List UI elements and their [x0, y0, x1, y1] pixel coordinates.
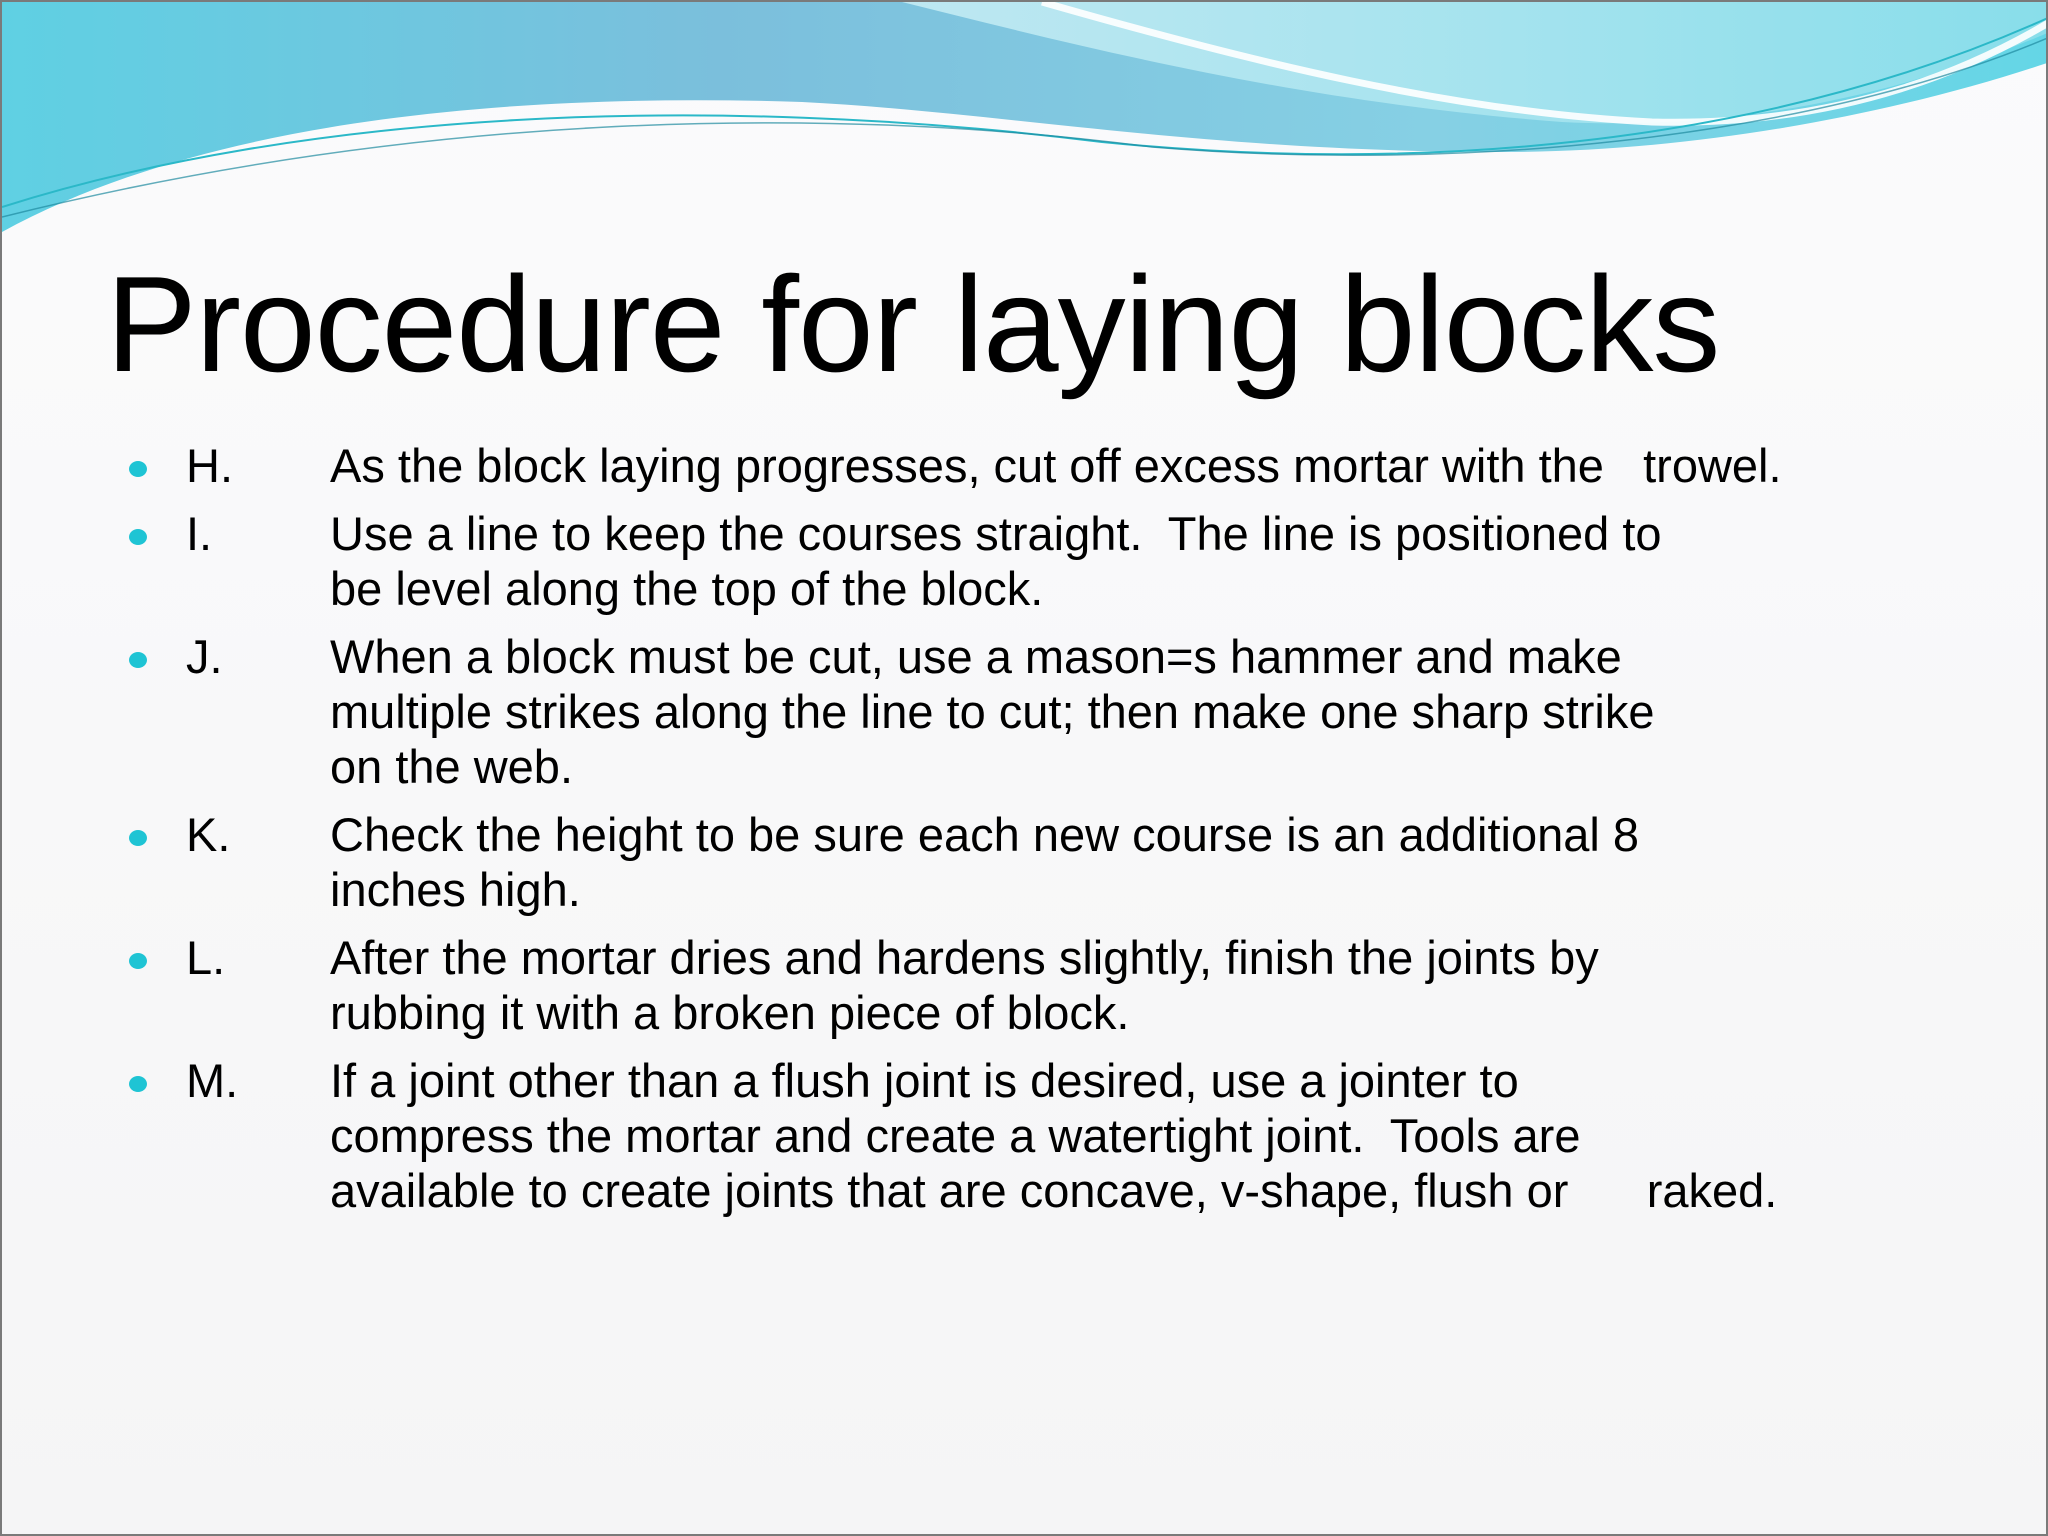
- header-wave-decoration: [2, 2, 2048, 242]
- item-letter: H.: [186, 439, 233, 492]
- item-text: [330, 506, 2048, 616]
- list-item: [2, 506, 2048, 616]
- list-item: [2, 930, 2048, 1040]
- procedure-list: [2, 438, 2048, 1231]
- item-text: [330, 930, 2048, 1040]
- list-item: [2, 807, 2048, 917]
- item-letter: M.: [186, 1054, 239, 1107]
- item-text-line: When a block must be cut, use a mason=s hammer and make: [330, 630, 1622, 683]
- item-text: [330, 1053, 2048, 1218]
- item-letter: J.: [186, 630, 223, 683]
- item-letter: K.: [186, 808, 231, 861]
- item-text-line: be level along the top of the block.: [330, 562, 1044, 615]
- item-text-line: After the mortar dries and hardens slightly, finish the joints by: [330, 931, 1599, 984]
- item-text: [330, 629, 2048, 794]
- list-item: [2, 438, 2048, 493]
- item-text-line: Use a line to keep the courses straight. The line is positioned to: [330, 507, 1662, 560]
- item-text-line: If a joint other than a flush joint is desired, use a jointer to: [330, 1054, 1519, 1107]
- bullet-icon: [129, 953, 147, 969]
- list-item: [2, 1053, 2048, 1218]
- item-letter: I.: [186, 507, 213, 560]
- item-text-line: available to create joints that are concave, v-shape, flush or raked.: [330, 1164, 1778, 1217]
- item-text-line: rubbing it with a broken piece of block.: [330, 986, 1130, 1039]
- item-text: [330, 807, 2048, 917]
- bullet-icon: [129, 830, 147, 846]
- bullet-icon: [129, 1076, 147, 1092]
- bullet-icon: [129, 529, 147, 545]
- item-text-line: Check the height to be sure each new course is an additional 8: [330, 808, 1640, 861]
- bullet-icon: [129, 461, 147, 477]
- item-text-line: compress the mortar and create a watertight joint. Tools are: [330, 1109, 1581, 1162]
- item-text-line: As the block laying progresses, cut off excess mortar with the trowel.: [330, 439, 1782, 492]
- item-text: [330, 438, 2048, 493]
- item-letter: L.: [186, 931, 226, 984]
- bullet-icon: [129, 652, 147, 668]
- item-text-line: inches high.: [330, 863, 581, 916]
- item-text-line: on the web.: [330, 740, 574, 793]
- item-text-line: multiple strikes along the line to cut; then make one sharp strike: [330, 685, 1655, 738]
- slide-title: Procedure for laying blocks: [106, 248, 1720, 400]
- list-item: [2, 629, 2048, 794]
